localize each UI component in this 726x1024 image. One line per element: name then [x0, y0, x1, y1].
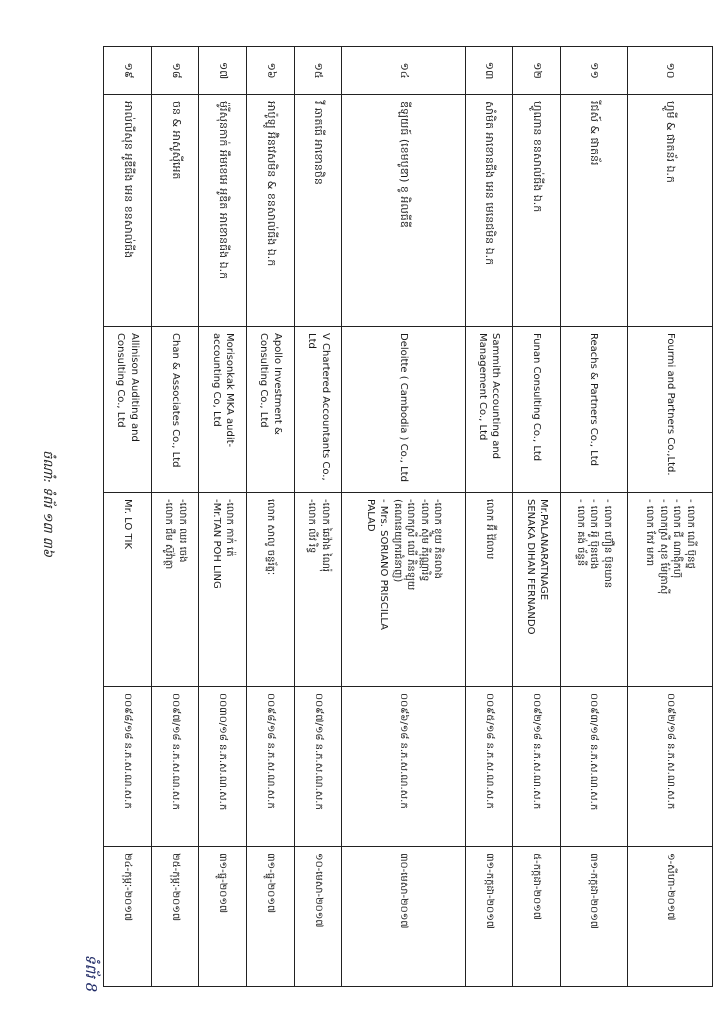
company-name-khmer: សាំមិត អាខោនធីង អេន មេនេជមិន ឯ.ក [465, 95, 513, 327]
representative-name: -លោក ឆៃវ៉ាង ណៃរ៉ុ [319, 499, 331, 572]
representative-name: Mr. LO TIK [122, 499, 134, 550]
table-row [627, 47, 712, 987]
table-body [104, 47, 713, 987]
company-name-english: Reachs & Partners Co., Ltd [560, 327, 627, 493]
representative-name: (គណនេយ្យករជំនាញ) [391, 499, 403, 583]
row-number: ១០ [627, 47, 712, 95]
representative-name: -លោក ឈរ ចេង [176, 499, 188, 563]
row-number: ១៧ [199, 47, 247, 95]
license-date: ៣១-កក្កដា-២០១៧ [465, 847, 513, 987]
representative-name: -Mr.TAN POH LING [210, 499, 222, 589]
table-row [342, 47, 465, 987]
row-number: ១៤ [342, 47, 465, 95]
row-number: ១៥ [294, 47, 342, 95]
representative-name: SENAKA DIHAN FERNANDO [524, 499, 536, 635]
license-date: ៣១-ធ្នូ-២០១៧ [247, 847, 295, 987]
representatives-cell [513, 493, 561, 687]
company-name-english: Apollo Investment & Consulting Co., Ltd [247, 327, 295, 493]
representatives-cell [342, 493, 465, 687]
representative-name: - លោក ជី ណាង៉ិកហ៊ុ [671, 499, 683, 579]
table-row [294, 47, 342, 987]
representative-name: - លោក ហ៊ឿន ប៊ុនឃាន [601, 499, 613, 589]
representative-name: លោក អ៊ី វ៉ៃលាប [483, 499, 495, 560]
row-number: ១៣ [465, 47, 513, 95]
license-date: ៥-កក្កដា-២០១៧ [513, 847, 561, 987]
license-number: ០០៩៧/១៨ ន.ភ.ស.ណ.ស.ក [294, 687, 342, 847]
row-number: ១៦ [247, 47, 295, 95]
representatives-cell [465, 493, 513, 687]
representative-name: - លោក កែវ មករា [644, 499, 656, 567]
license-date: ៣០-មេសា-២០១៧ [342, 847, 465, 987]
representative-name: - លោក ណើ ប៊ុនថ្ន [684, 499, 696, 569]
license-number: ០០៩២/១៨ ន.ភ.ស.ណ.ស.ក [627, 687, 712, 847]
auditor-registry-table [103, 46, 713, 987]
representative-name: -លោក ជឹម ស៊ូវ៉ាត្ថា [163, 499, 175, 570]
license-date: ១០-មេសា-២០១៧ [294, 847, 342, 987]
representative-name: -លោក លីវ រិទ្ធ [306, 499, 318, 554]
license-number: ០០៩៣/១៨ ន.ភ.ស.ណ.ស.ក [560, 687, 627, 847]
license-number: ០០៩២/១៨ ន.ភ.ស.ណ.ស.ក [513, 687, 561, 847]
table-row [247, 47, 295, 987]
license-date: ៣១-កក្កដា-២០១៧ [560, 847, 627, 987]
license-date: ២៤-កុម្ភៈ-២០១៧ [104, 847, 152, 987]
table-row [151, 47, 199, 987]
company-name-english: V Chartered Accountants Co., Ltd [294, 327, 342, 493]
license-date: ២៥-កុម្ភៈ-២០១៧ [151, 847, 199, 987]
license-date: ១-សីហា-២០១៧ [627, 847, 712, 987]
company-name-english: Deloitte ( Cambodia ) Co., Ltd [342, 327, 465, 493]
company-name-english: Morisonkak MKA audit- accounting Co, Ltd [199, 327, 247, 493]
table-row [199, 47, 247, 987]
company-name-english: Sammith Accounting and Management Co., Ltd [465, 327, 513, 493]
representative-name: Mr.PALANARATNAGE [538, 499, 550, 601]
company-name-khmer: អាល់លីសុន អូឌីធីង អេន ខនសាល់ធីង [104, 95, 152, 327]
representative-name: -លោក ស៊ឹម ភីរុណ្ណារិទ្ធ [418, 499, 430, 582]
representative-name: - លោកស្រី សុខ ម៉ែត្រាស៊ី [657, 499, 669, 595]
representative-name: -លោកស្រី ឈើ ភិនឡុយ [405, 499, 417, 591]
company-name-english: Fourmi and Partners Co.,Ltd. [627, 327, 712, 493]
representatives-cell [560, 493, 627, 687]
license-number: ០០៩៧/១៨ ន.ភ.ស.ណ.ស.ក [151, 687, 199, 847]
row-number: ១៨ [151, 47, 199, 95]
representative-name: លោក សាលូ ចន្ទរ័ត្នៈ [265, 499, 277, 576]
representative-name: PALAD [364, 499, 376, 532]
company-name-khmer: អាប៉ូឡូ អ៊ិនវេសមិន & ខនសាល់ធីង ឯ.ក [247, 95, 295, 327]
company-name-khmer: ចន & អាសូស៊ីអេត [151, 95, 199, 327]
license-number: ០០៩៨/១៨ ន.ភ.ស.ណ.ស.ក [247, 687, 295, 847]
license-number: ០០៩៦/១៨ ន.ភ.ស.ណ.ស.ក [342, 687, 465, 847]
company-name-khmer: ម៉ូរីសុនកាក់ អឹមខេអេ អូឌិត អាខោនធីង ឯ.ក [199, 95, 247, 327]
table-row [513, 47, 561, 987]
row-number: ១២ [513, 47, 561, 95]
company-name-english: Funan Consulting Co., Ltd [513, 327, 561, 493]
license-number: ០០៩៥/១៨ ន.ភ.ស.ណ.ស.ក [465, 687, 513, 847]
company-name-english: Chan & Associates Co., Ltd [151, 327, 199, 493]
company-name-khmer: ឌីឡយធ៍ (ខេមបូឌា) ខូ អិលធីឌី [342, 95, 465, 327]
representatives-cell [294, 493, 342, 687]
representatives-cell [199, 493, 247, 687]
table-row [465, 47, 513, 987]
company-name-khmer: វី ឆាតធើ អាខោនថិន [294, 95, 342, 327]
company-name-english: Allinison Auditing and Consulting Co., Ltd [104, 327, 152, 493]
license-date: ៣១-ធ្នូ-២០១៧ [199, 847, 247, 987]
table-row [560, 47, 627, 987]
representatives-cell [104, 493, 152, 687]
representative-name: -លោក ខួយ ភិនលាង [432, 499, 444, 579]
registry-table-container [103, 46, 713, 986]
handwritten-page-mark: ទំព័រ 8 [82, 954, 100, 993]
license-number: ០០៣០/១៨ ន.ភ.ស.ណ.ស.ក [199, 687, 247, 847]
representatives-cell [627, 493, 712, 687]
company-name-khmer: រីជស៍ & ផាតន័រ [560, 95, 627, 327]
representative-name: - លោក គង់ ច័ន្ទនី [574, 499, 586, 567]
row-number: ១៩ [104, 47, 152, 95]
license-number: ០០៩៨/១៨ ន.ភ.ស.ណ.ស.ក [104, 687, 152, 847]
representative-name: -លោក កាក់ ត៉េ [224, 499, 236, 557]
representative-name: - Mrs. SORIANO PRISCILLA [378, 499, 390, 631]
row-number: ១១ [560, 47, 627, 95]
representatives-cell [247, 493, 295, 687]
representatives-cell [151, 493, 199, 687]
table-row [104, 47, 152, 987]
page-note: ចំណាំ: ទំព័រ ១៣ ៣៦ [40, 450, 55, 557]
representative-name: - លោក អ៊ូ ប៊ុនថេង [588, 499, 600, 570]
company-name-khmer: ហ្វូមី & ផាតន័រ ឯ.ក [627, 95, 712, 327]
company-name-khmer: ហ្វូណាន ខនសាល់ធីង ឯ.ក [513, 95, 561, 327]
